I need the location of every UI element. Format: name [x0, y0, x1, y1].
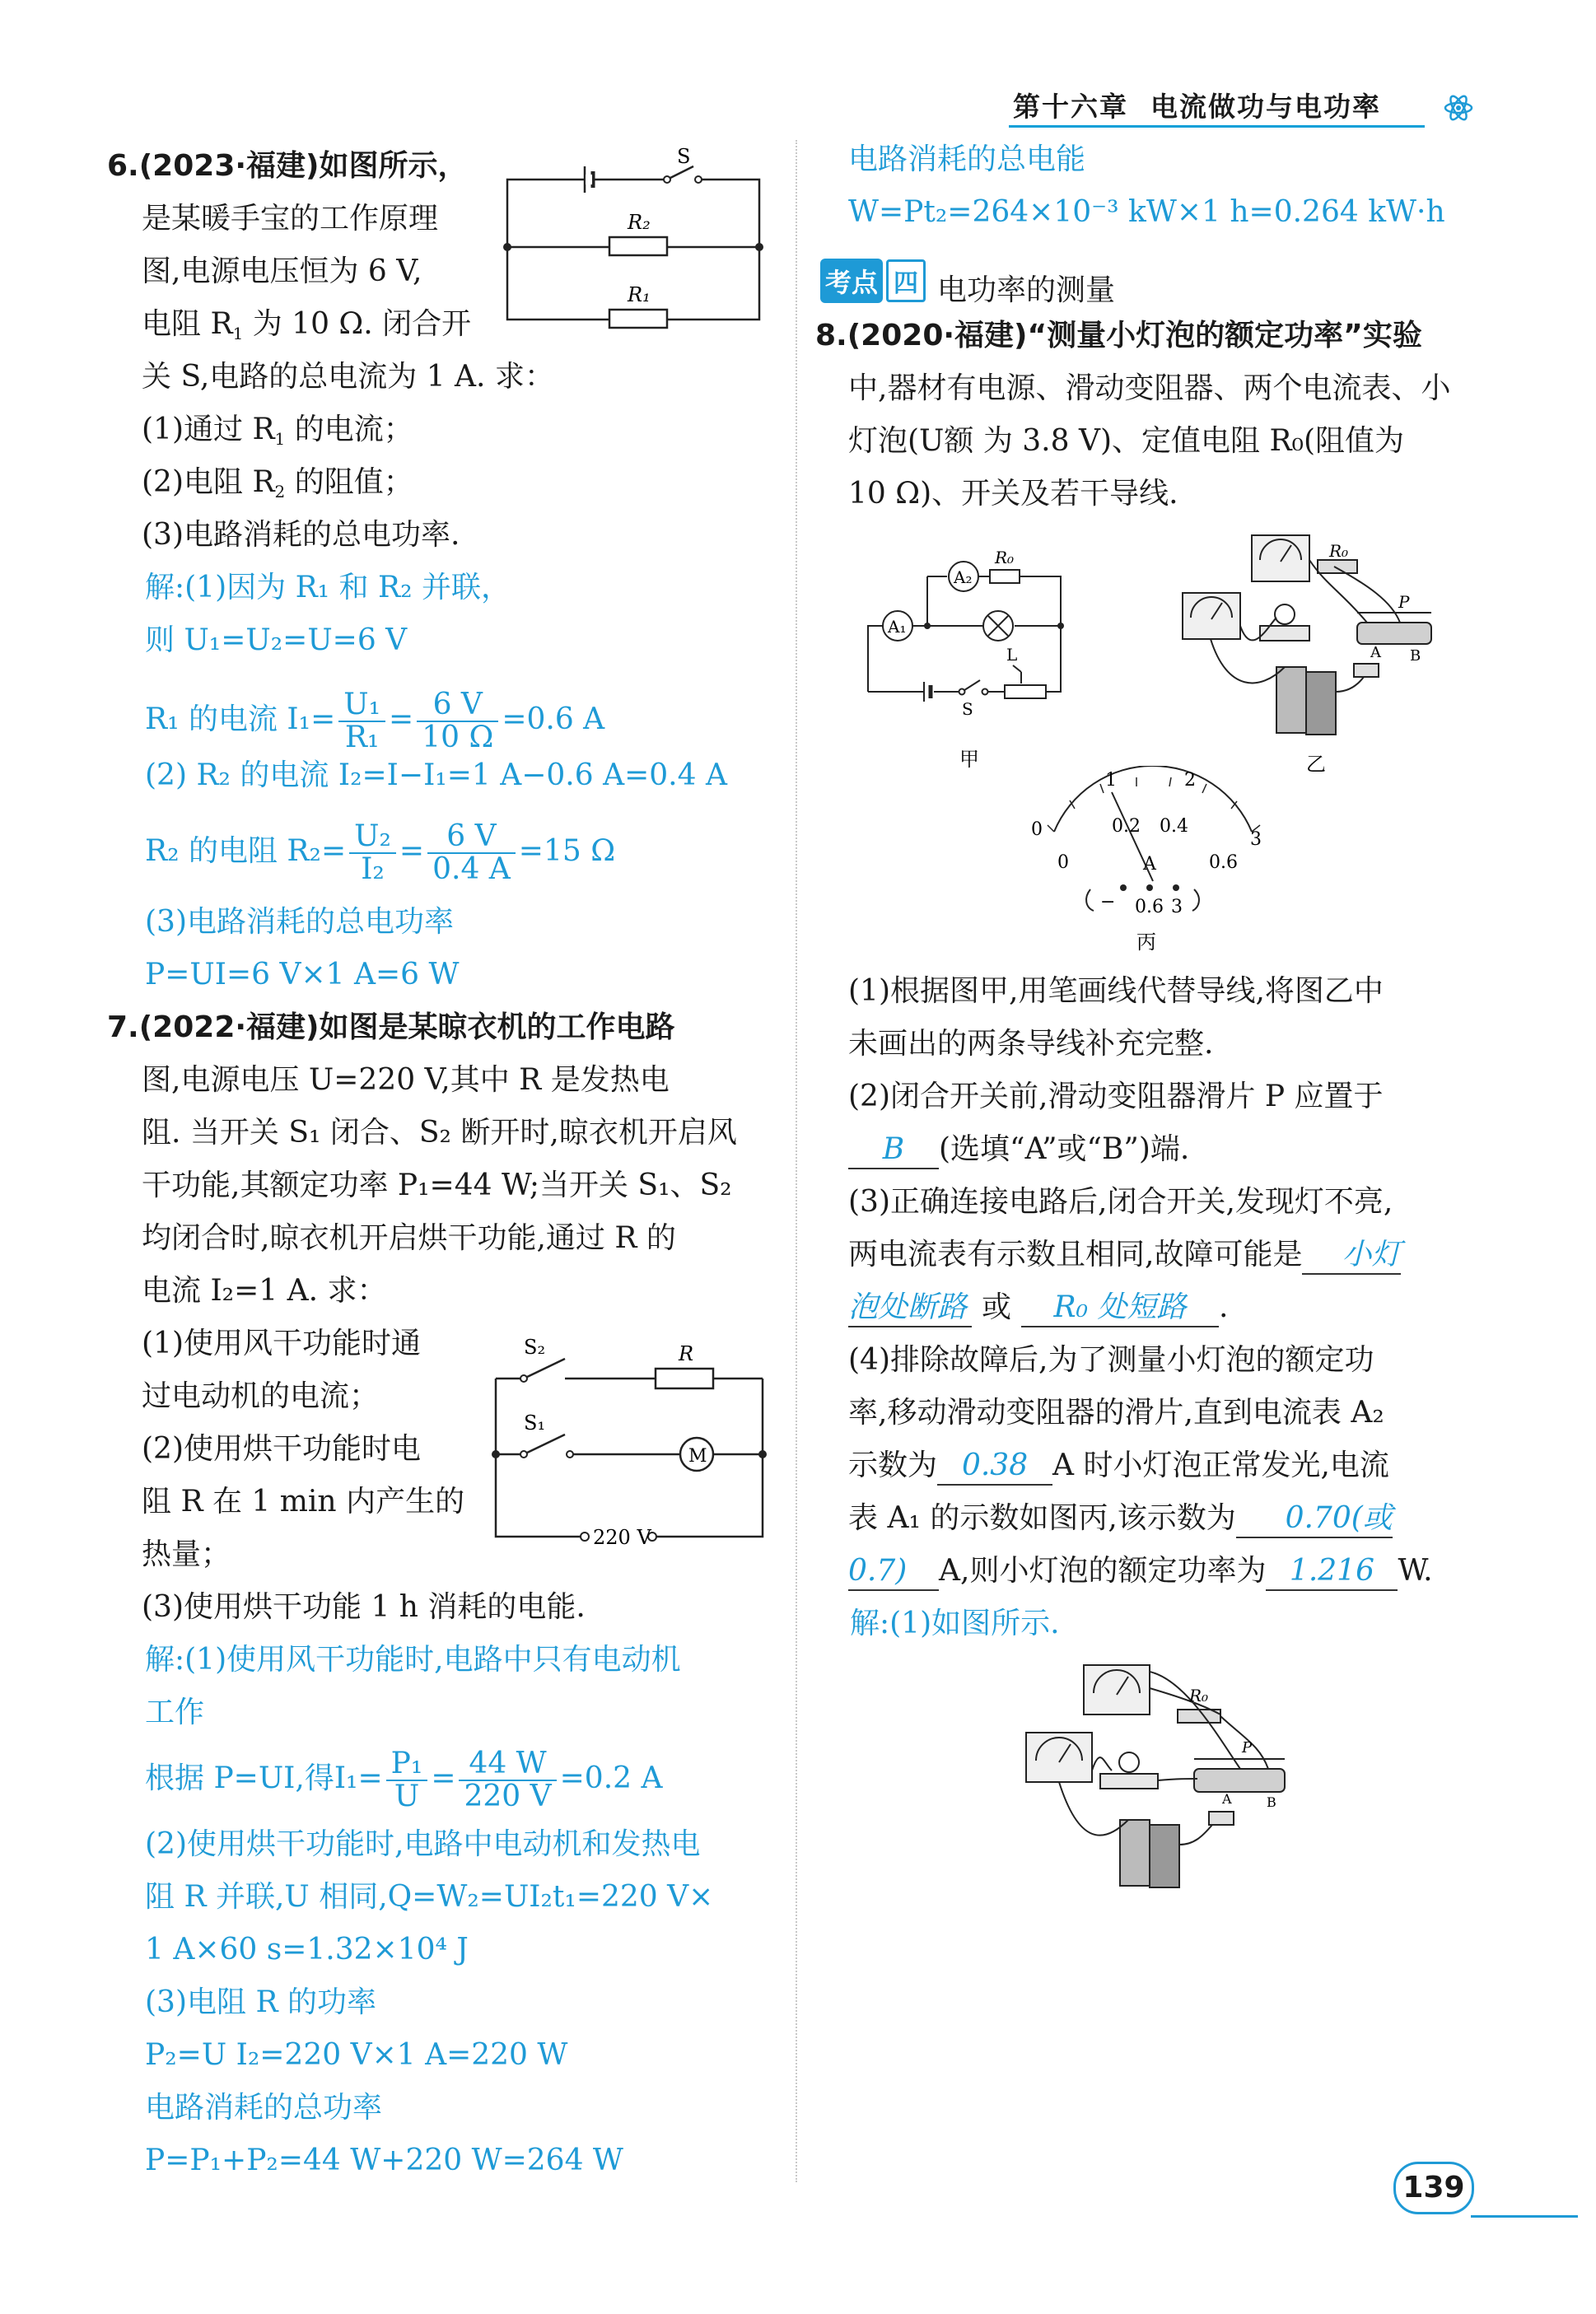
section-badge: 考点 — [820, 259, 883, 303]
q7-sol-8: P₂=U I₂=220 V×1 A=220 W — [145, 2038, 568, 2072]
q8-answer-2: B — [848, 1131, 939, 1169]
q7-sol-9: 电路消耗的总功率 — [145, 2091, 383, 2125]
q7-sol-3: 根据 P=UI,得I₁= $\frac{\text{P₁}}{U}$ = $\frac{44 W}{220 V}$ =0.2 A — [145, 1747, 663, 1813]
q6-part-3: (3)电路消耗的总电功率. — [142, 518, 460, 552]
q8-jia-caption: 甲 — [959, 748, 979, 771]
q8-part-3a: (3)正确连接电路后,闭合开关,发现灯不亮, — [848, 1185, 1393, 1219]
q7-circuit-figure — [491, 1323, 771, 1553]
q8-bing-scale-lower-06: 0.6 — [1209, 852, 1238, 873]
q8-answer-3c: R₀ 处短路 — [1021, 1290, 1219, 1327]
q8-bing-scale-upper-04: 0.4 — [1160, 816, 1188, 837]
q6-sol-7: P=UI=6 V×1 A=6 W — [145, 958, 460, 991]
q6-line-5: 关 S,电路的总电流为 1 A. 求： — [142, 360, 554, 394]
q7-sol-cont-1: 电路消耗的总电能 — [848, 142, 1086, 176]
q7-fig-motor-label: M — [688, 1446, 707, 1467]
q8-part-1b: 未画出的两条导线补充完整. — [848, 1027, 1214, 1061]
q6-fig-r1-label: R₁ — [628, 283, 651, 306]
q6-circuit-figure — [502, 145, 774, 334]
q8-bing-scale-upper-0: 0 — [1031, 819, 1043, 840]
chapter-title: 电流做功与电功率 — [1150, 91, 1381, 123]
q7-sol-2: 工作 — [145, 1696, 205, 1729]
q8-bing-scale-lower-0: 0 — [1057, 852, 1069, 873]
column-divider — [796, 140, 797, 2182]
q7-fig-s2-label: S₂ — [524, 1336, 546, 1359]
q7-line-2: 图,电源电压 U=220 V,其中 R 是发热电 — [142, 1063, 670, 1097]
q8-answer-4c: 0.7) — [848, 1553, 939, 1591]
q7-sol-4: (2)使用烘干功能时,电路中电动机和发热电 — [145, 1827, 701, 1861]
q7-line-6: 电流 I₂=1 A. 求： — [142, 1274, 387, 1308]
page-number: 139 — [1393, 2162, 1474, 2214]
q7-part-3: (3)使用烘干功能 1 h 消耗的电能. — [142, 1590, 586, 1624]
q8-bing-scale-upper-3: 3 — [1250, 829, 1262, 850]
q7-sol-10: P=P₁+P₂=44 W+220 W=264 W — [145, 2144, 623, 2177]
q6-line-2: 是某暖手宝的工作原理 — [142, 202, 439, 236]
q8-part-1a: (1)根据图甲,用笔画线代替导线,将图乙中 — [848, 974, 1384, 1008]
section-number: 四 — [886, 259, 926, 302]
q8-bing-scale-top-2: 2 — [1184, 770, 1196, 791]
q7-part-1a: (1)使用风干功能时通 — [142, 1327, 421, 1360]
q8-answer-3a: 小灯 — [1302, 1237, 1401, 1275]
q6-sol-2: 则 U₁=U₂=U=6 V — [145, 623, 408, 657]
q8-bing-center-a: A — [1143, 854, 1156, 875]
q8-bing-term-minus: − — [1100, 892, 1116, 912]
q8-fig-jia — [865, 544, 1087, 774]
q7-line-4: 干功能,其额定功率 P₁=44 W;当开关 S₁、S₂ — [142, 1169, 732, 1202]
q6-sol-1: 解:(1)因为 R₁ 和 R₂ 并联， — [145, 571, 511, 604]
q8-ans-b-label: B — [1267, 1794, 1276, 1810]
q8-yi-caption: 乙 — [1306, 753, 1326, 774]
q7-part-2a: (2)使用烘干功能时电 — [142, 1432, 421, 1466]
q8-line-4: 10 Ω)、开关及若干导线. — [848, 477, 1178, 511]
q7-sol-cont-2: W=Pt₂=264×10⁻³ kW×1 h=0.264 kW·h — [848, 195, 1445, 229]
chapter-header — [1013, 86, 1381, 124]
q6-line-1: 6.(2023·福建)如图所示， — [107, 149, 468, 183]
atom-icon — [1443, 92, 1474, 124]
q8-yi-p-label: P — [1398, 592, 1410, 612]
q7-sol-6: 1 A×60 s=1.32×10⁴ J — [145, 1933, 469, 1966]
q8-part-3c: 泡处断路 或 R₀ 处短路 . — [848, 1290, 1228, 1327]
chapter-number: 第十六章 — [1013, 91, 1128, 123]
q7-line-5: 均闭合时,晾衣机开启烘干功能,通过 R 的 — [142, 1221, 676, 1255]
q8-bing-term-3: 3 — [1171, 897, 1183, 917]
q8-answer-figure — [1021, 1655, 1334, 1902]
q6-fig-r2-label: R₂ — [628, 211, 651, 234]
q8-bing-caption: 丙 — [1136, 931, 1156, 954]
q8-jia-a1-label: A₁ — [888, 617, 907, 637]
q8-part-2a: (2)闭合开关前,滑动变阻器滑片 P 应置于 — [848, 1080, 1384, 1113]
q8-jia-l-label: L — [1006, 645, 1018, 665]
q6-part-2: (2)电阻 $R_2$ 的阻值； — [142, 465, 413, 502]
q8-part-4a: (4)排除故障后,为了测量小灯泡的额定功 — [848, 1343, 1374, 1377]
q8-jia-a2-label: A₂ — [954, 567, 973, 587]
q8-part-3b: 两电流表有示数且相同,故障可能是 小灯 — [848, 1237, 1401, 1275]
q7-fig-voltage-label: 220 V — [593, 1526, 651, 1549]
q6-sol-4: (2) R₂ 的电流 I₂=I−I₁=1 A−0.6 A=0.4 A — [145, 758, 727, 792]
q8-line-3: 灯泡(U额 为 3.8 V)、定值电阻 R₀(阻值为 — [848, 424, 1405, 458]
q7-fig-r-label: R — [679, 1342, 694, 1365]
q8-fig-yi — [1178, 527, 1449, 774]
q8-yi-b-label: B — [1410, 647, 1421, 665]
q8-bing-scale-top-1: 1 — [1105, 770, 1117, 791]
q6-fig-switch-label: S — [677, 145, 691, 168]
q8-ans-p-label: P — [1242, 1739, 1253, 1756]
header-underline — [1009, 125, 1425, 128]
q8-ans-a-label: A — [1222, 1791, 1232, 1807]
q6-sol-5: R₂ 的电阻 R₂= $\frac{\text{U₂}}{\text{I₂}}$ = $\frac{6 V}{0.4 A}$ =15 Ω — [145, 819, 616, 886]
q8-yi-r0-label: R₀ — [1329, 541, 1349, 561]
q8-line-1: 8.(2020·福建)“测量小灯泡的额定功率”实验 — [815, 319, 1422, 352]
q7-fig-s1-label: S₁ — [524, 1411, 546, 1435]
q8-bing-term-06: 0.6 — [1135, 897, 1164, 917]
q6-sol-6: (3)电路消耗的总电功率 — [145, 905, 454, 939]
q7-part-1b: 过电动机的电流； — [142, 1379, 380, 1413]
q8-solution: 解:(1)如图所示. — [850, 1607, 1060, 1640]
q7-line-3: 阻. 当开关 S₁ 闭合、S₂ 断开时,晾衣机开启风 — [142, 1116, 737, 1150]
q6-line-3: 图,电源电压恒为 6 V, — [142, 254, 422, 288]
q8-yi-a-label: A — [1370, 644, 1381, 661]
q7-part-2c: 热量； — [142, 1537, 231, 1571]
q8-fig-bing — [1029, 766, 1276, 963]
q8-answer-3b: 泡处断路 — [848, 1290, 972, 1327]
q7-line-1: 7.(2022·福建)如图是某晾衣机的工作电路 — [107, 1010, 675, 1044]
q8-part-4d: 表 A₁ 的示数如图丙,该示数为 0.70(或 — [848, 1500, 1393, 1538]
q8-bing-scale-upper-02: 0.2 — [1112, 816, 1141, 837]
q6-line-4: 电阻 $R_1$ 为 10 Ω. 闭合开 — [142, 307, 472, 343]
section-heading — [820, 259, 1116, 307]
q8-line-2: 中,器材有电源、滑动变阻器、两个电流表、小 — [848, 371, 1451, 405]
q8-jia-s-label: S — [962, 699, 973, 719]
q7-sol-5: 阻 R 并联,U 相同,Q=W₂=UI₂t₁=220 V× — [145, 1880, 714, 1914]
q8-answer-4b: 0.70(或 — [1236, 1500, 1393, 1538]
q6-part-1: (1)通过 $R_1$ 的电流； — [142, 413, 413, 449]
q8-ans-r0-label: R₀ — [1189, 1686, 1209, 1705]
q8-part-2b: B (选填“A”或“B”)端. — [848, 1131, 1189, 1169]
q7-sol-7: (3)电阻 R 的功率 — [145, 1985, 376, 2019]
q8-part-4b: 率,移动滑动变阻器的滑片,直到电流表 A₂ — [848, 1396, 1384, 1430]
q6-sol-3: R₁ 的电流 I₁= $\frac{\text{U₁}}{\text{R₁}}$ = $\frac{6 V}{10 \Omega}$ =0.6 A — [145, 688, 605, 754]
section-title: 电功率的测量 — [937, 273, 1116, 307]
q7-part-2b: 阻 R 在 1 min 内产生的 — [142, 1485, 465, 1519]
q7-sol-1: 解:(1)使用风干功能时,电路中只有电动机 — [145, 1643, 681, 1677]
q8-answer-4a: 0.38 — [937, 1448, 1052, 1486]
q8-part-4e: 0.7) A,则小灯泡的额定功率为 1.216 W. — [848, 1553, 1433, 1591]
q8-part-4c: 示数为 0.38 A 时小灯泡正常发光,电流 — [848, 1448, 1389, 1486]
page-number-line — [1471, 2215, 1578, 2218]
q8-answer-4d: 1.216 — [1266, 1553, 1398, 1591]
q8-jia-r0-label: R₀ — [995, 548, 1015, 567]
